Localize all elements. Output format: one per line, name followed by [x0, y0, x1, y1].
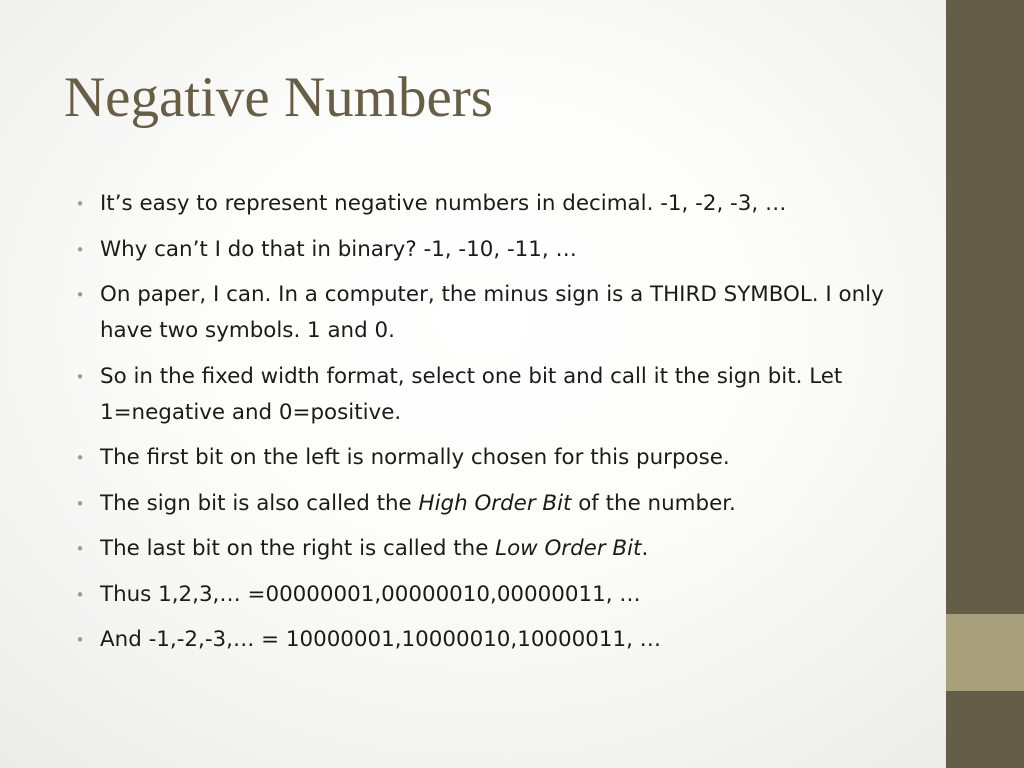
bullet-text	[100, 536, 648, 561]
bullet-text: Why can’t I do that in binary? -1, -10, -11, …	[100, 236, 577, 262]
bullet-text: Thus 1,2,3,… =00000001,00000010,00000011, …	[100, 581, 641, 607]
side-decoration-accent	[946, 614, 1024, 691]
bullet-text-segment: The sign bit is also called the	[100, 490, 419, 516]
bullet-emphasis: Low Order Bit	[495, 536, 642, 561]
bullet-item	[75, 622, 900, 658]
bullet-marker-icon: •	[75, 631, 85, 649]
bullet-text	[100, 491, 736, 516]
bullet-text-segment: The last bit on the right is called the	[100, 536, 496, 561]
bullet-marker-icon: •	[75, 449, 85, 467]
bullet-marker-icon: •	[75, 240, 85, 259]
bullet-item	[75, 531, 900, 567]
bullet-item	[75, 186, 900, 222]
bullet-text: And -1,-2,-3,… = 10000001,10000010,10000011, …	[100, 627, 662, 652]
bullet-marker-icon: •	[75, 585, 85, 604]
bullet-marker-icon: •	[75, 367, 85, 386]
bullet-text: It’s easy to represent negative numbers in decimal. -1, -2, -3, …	[100, 191, 787, 216]
bullet-marker-icon: •	[75, 195, 85, 213]
bullet-item	[75, 577, 900, 613]
bullet-item	[75, 232, 900, 268]
bullet-text: So in the fixed width format, select one bit and call it the sign bit. Let 1=negative and 0=positive.	[100, 363, 843, 425]
bullet-text: On paper, I can. In a computer, the minus sign is a THIRD SYMBOL. I only have two symbols. 1 and 0.	[100, 282, 884, 343]
bullet-text-segment: of the number.	[571, 490, 736, 516]
bullet-text: The first bit on the left is normally chosen for this purpose.	[100, 445, 730, 470]
bullet-text-segment: .	[641, 536, 649, 561]
bullet-item	[75, 440, 900, 476]
bullet-item	[75, 277, 900, 349]
slide-title: Negative Numbers	[64, 66, 493, 129]
bullet-item	[75, 486, 900, 522]
bullet-list	[75, 186, 900, 668]
bullet-emphasis: High Order Bit	[418, 490, 572, 516]
bullet-marker-icon: •	[75, 494, 85, 513]
bullet-item	[75, 359, 900, 431]
bullet-marker-icon: •	[75, 540, 85, 558]
bullet-marker-icon: •	[75, 286, 85, 304]
